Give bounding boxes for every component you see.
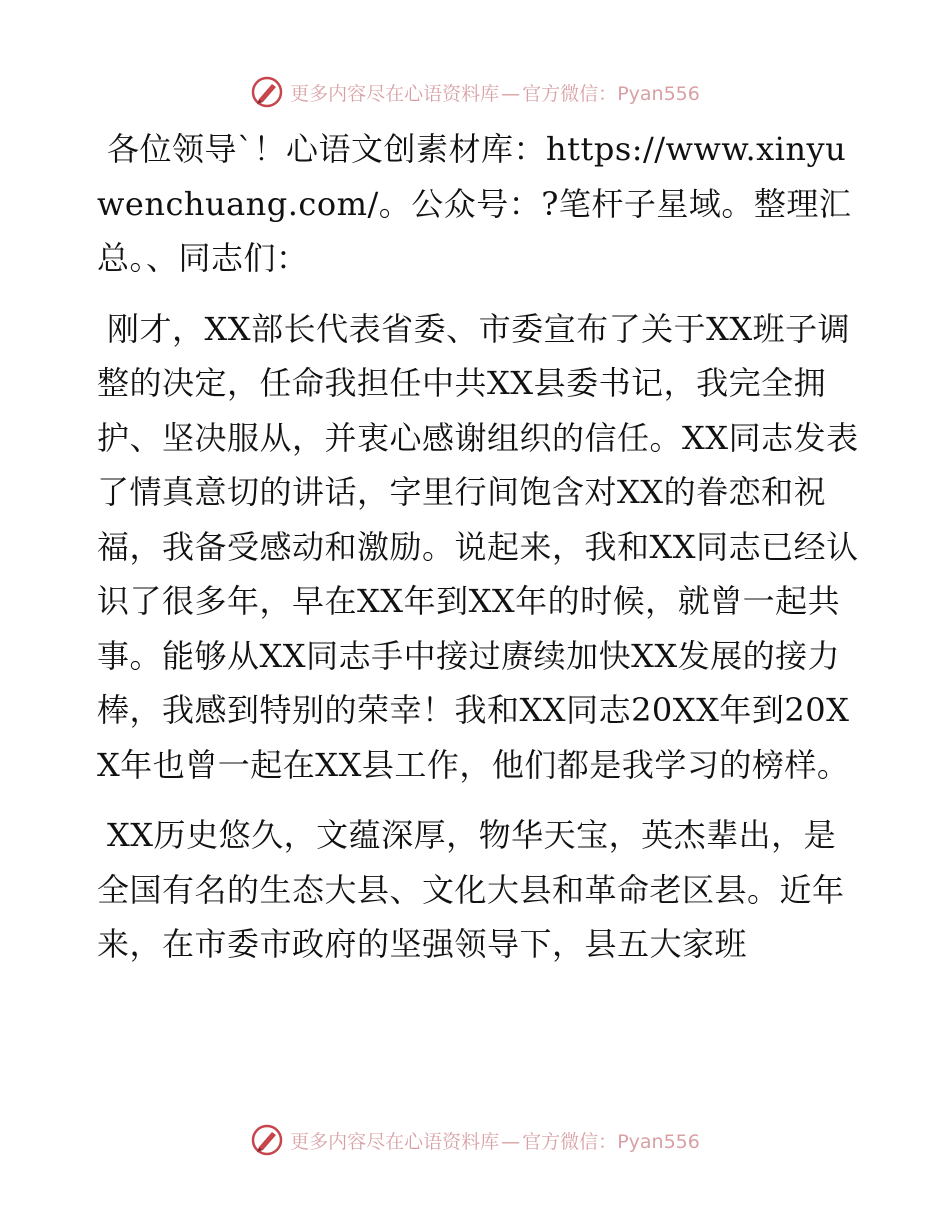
watermark-text bbox=[290, 79, 700, 106]
pen-logo-icon bbox=[250, 1123, 284, 1157]
footer-watermark bbox=[0, 1120, 950, 1160]
paragraph-greeting: 各位领导`！心语文创素材库：https://www.xinyuwenchuang.com/。公众号：?笔杆子星域。整理汇总。、同志们： bbox=[97, 130, 852, 277]
watermark-dash: — bbox=[501, 82, 521, 105]
watermark-suffix: 官方微信： bbox=[522, 82, 618, 105]
watermark-wechat-id: Pyan556 bbox=[617, 1130, 700, 1153]
document-body bbox=[97, 122, 867, 988]
watermark-suffix: 官方微信： bbox=[522, 1130, 618, 1153]
paragraph-county-history: XX历史悠久，文蕴深厚，物华天宝，英杰辈出，是全国有名的生态大县、文化大县和革命老区县。近年来，在市委市政府的坚强领导下，县五大家班 bbox=[97, 816, 845, 963]
watermark-dash: — bbox=[501, 1130, 521, 1153]
watermark-wechat-id: Pyan556 bbox=[617, 82, 700, 105]
watermark-text bbox=[290, 1127, 700, 1154]
pen-logo-icon bbox=[250, 75, 284, 109]
header-watermark bbox=[0, 72, 950, 112]
watermark-main: 更多内容尽在心语资料库 bbox=[290, 82, 500, 105]
watermark-main: 更多内容尽在心语资料库 bbox=[290, 1130, 500, 1153]
paragraph-appointment: 刚才，XX部长代表省委、市委宣布了关于XX班子调整的决定，任命我担任中共XX县委书记，我完全拥护、坚决服从，并衷心感谢组织的信任。XX同志发表了情真意切的讲话，字里行间饱含对XX的眷恋和祝福，我备受感动和激励。说起来，我和XX同志已经认识了很多年，早在XX年到XX年的时候，就曾一起共事。能够从XX同志手中接过赓续加快XX发展的接力棒，我感到特别的荣幸！我和XX同志20XX年到20XX年也曾一起在XX县工作，他们都是我学习的榜样。 bbox=[97, 309, 859, 784]
